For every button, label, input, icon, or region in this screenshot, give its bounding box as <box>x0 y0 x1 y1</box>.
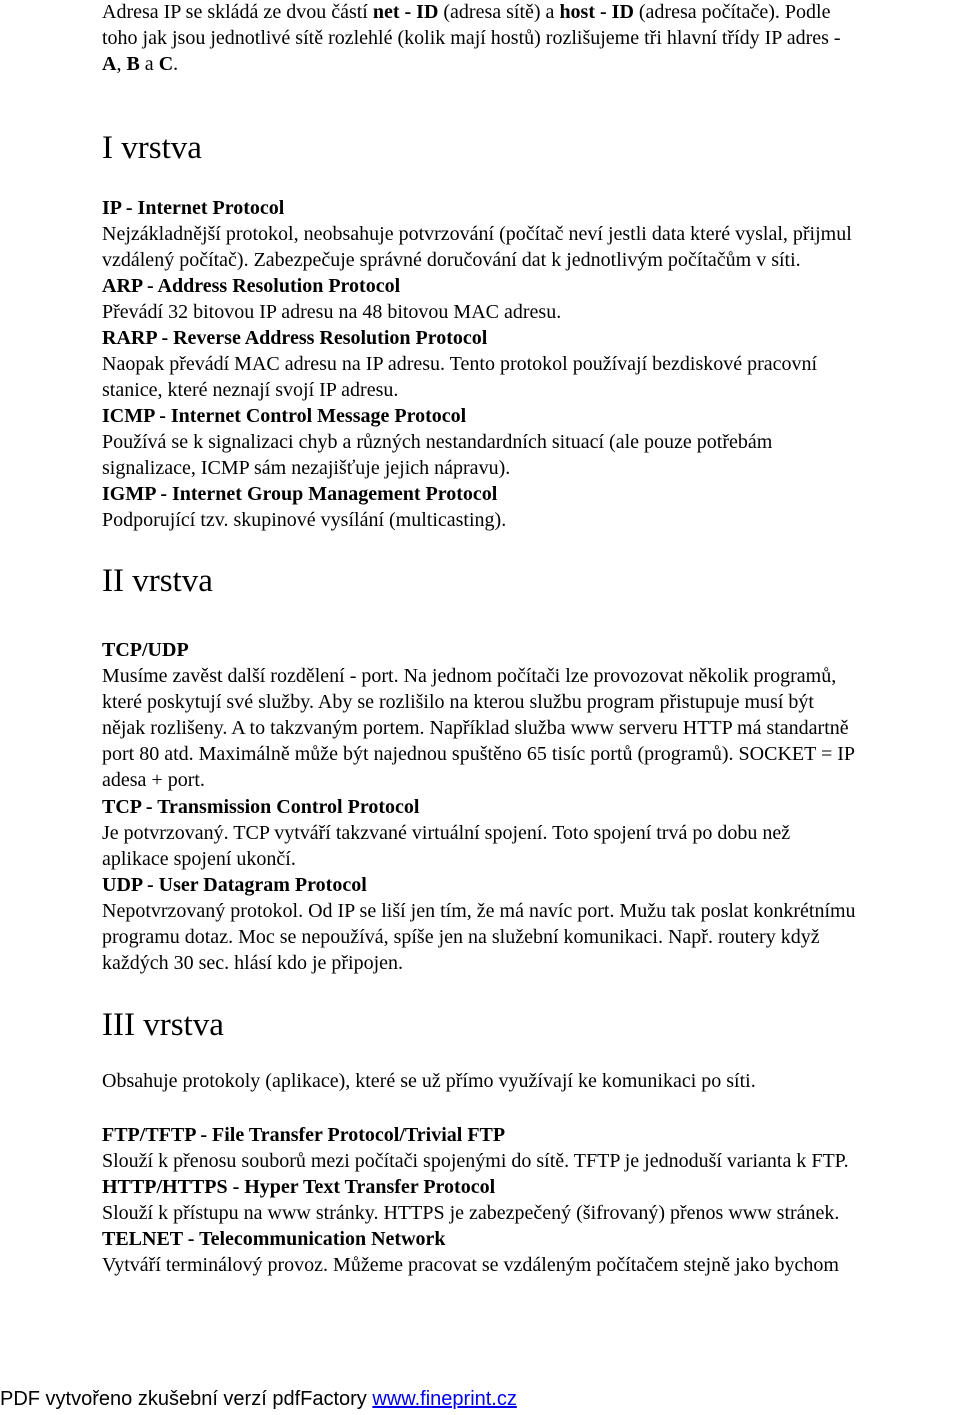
ip-title: IP - Internet Protocol <box>102 197 285 219</box>
udp-title: UDP - User Datagram Protocol <box>102 874 367 896</box>
footer-link[interactable]: www.fineprint.cz <box>372 1388 517 1410</box>
tcp-text: aplikace spojení ukončí. <box>102 848 296 870</box>
host-id-term: host - ID <box>559 1 634 23</box>
udp-text: každých 30 sec. hlásí kdo je připojen. <box>102 952 404 974</box>
layer2-heading: II vrstva <box>102 563 213 599</box>
rarp-text: Naopak převádí MAC adresu na IP adresu. Tento protokol používají bezdiskové pracovní <box>102 353 818 375</box>
arp-text: Převádí 32 bitovou IP adresu na 48 bitovou MAC adresu. <box>102 301 562 323</box>
layer3-heading: III vrstva <box>102 1007 224 1043</box>
udp-text: programu dotaz. Moc se nepoužívá, spíše jen na služební komunikaci. Např. routery když <box>102 926 820 948</box>
rarp-title: RARP - Reverse Address Resolution Protocol <box>102 327 488 349</box>
tcpudp-text: nějak rozlišeny. A to takzvaným portem. Například služba www serveru HTTP má standartně <box>102 717 849 739</box>
intro-text: . <box>173 53 179 75</box>
ip-text: vzdálený počítač). Zabezpečuje správné doručování dat k jednotlivým počítačům v síti. <box>102 249 801 271</box>
footer-text: PDF vytvořeno zkušební verzí pdfFactory <box>0 1388 373 1410</box>
http-title: HTTP/HTTPS - Hyper Text Transfer Protocol <box>102 1176 496 1198</box>
intro-text: (adresa počítače). Podle <box>633 1 831 23</box>
pdf-footer <box>0 1387 517 1411</box>
tcp-title: TCP - Transmission Control Protocol <box>102 796 420 818</box>
class-a: A <box>102 53 117 75</box>
layer1-heading: I vrstva <box>102 130 202 166</box>
ftp-title: FTP/TFTP - File Transfer Protocol/Trivial FTP <box>102 1124 506 1146</box>
intro-line-1 <box>102 0 830 25</box>
tcp-text: Je potvrzovaný. TCP vytváří takzvané virtuální spojení. Toto spojení trvá po dobu než <box>102 822 791 844</box>
icmp-title: ICMP - Internet Control Message Protocol <box>102 405 467 427</box>
icmp-text: Používá se k signalizaci chyb a různých nestandardních situací (ale pouze potřebám <box>102 431 773 453</box>
intro-text: a <box>139 53 159 75</box>
arp-title: ARP - Address Resolution Protocol <box>102 275 401 297</box>
tcpudp-text: port 80 atd. Maximálně může být najednou spuštěno 65 tisíc portů (programů). SOCKET = IP <box>102 743 856 765</box>
tcpudp-title: TCP/UDP <box>102 639 189 661</box>
intro-line-3 <box>102 51 178 77</box>
net-id-term: net - ID <box>372 1 439 23</box>
tcpudp-text: které poskytují své služby. Aby se rozlišilo na kterou službu program přistupuje musí být <box>102 691 814 713</box>
rarp-text: stanice, které neznají svojí IP adresu. <box>102 379 399 401</box>
ip-text: Nejzákladnější protokol, neobsahuje potvrzování (počítač neví jestli data které vyslal, přijmul <box>102 223 852 245</box>
http-text: Slouží k přístupu na www stránky. HTTPS je zabezpečený (šifrovaný) přenos www stránek. <box>102 1202 840 1224</box>
intro-line-2: toho jak jsou jednotlivé sítě rozlehlé (kolik mají hostů) rozlišujeme tři hlavní třídy IP adres - <box>102 27 841 49</box>
telnet-text: Vytváří terminálový provoz. Můžeme pracovat se vzdáleným počítačem stejně jako bychom <box>102 1254 839 1276</box>
telnet-title: TELNET - Telecommunication Network <box>102 1228 446 1250</box>
intro-text: , <box>116 53 127 75</box>
intro-text: (adresa sítě) a <box>438 1 560 23</box>
igmp-text: Podporující tzv. skupinové vysílání (multicasting). <box>102 509 507 531</box>
class-c: C <box>158 53 174 75</box>
udp-text: Nepotvrzovaný protokol. Od IP se liší jen tím, že má navíc port. Mužu tak poslat konkrétnímu <box>102 900 856 922</box>
intro-text: Adresa IP se skládá ze dvou částí <box>102 1 373 23</box>
layer3-intro: Obsahuje protokoly (aplikace), které se už přímo využívají ke komunikaci po síti. <box>102 1070 756 1092</box>
class-b: B <box>126 53 140 75</box>
ftp-text: Slouží k přenosu souborů mezi počítači spojenými do sítě. TFTP je jednoduší varianta k FTP. <box>102 1150 849 1172</box>
igmp-title: IGMP - Internet Group Management Protocol <box>102 483 498 505</box>
tcpudp-text: Musíme zavěst další rozdělení - port. Na jednom počítači lze provozovat několik programů, <box>102 665 837 687</box>
tcpudp-text: adesa + port. <box>102 769 205 791</box>
icmp-text: signalizace, ICMP sám nezajišťuje jejich nápravu). <box>102 457 511 479</box>
